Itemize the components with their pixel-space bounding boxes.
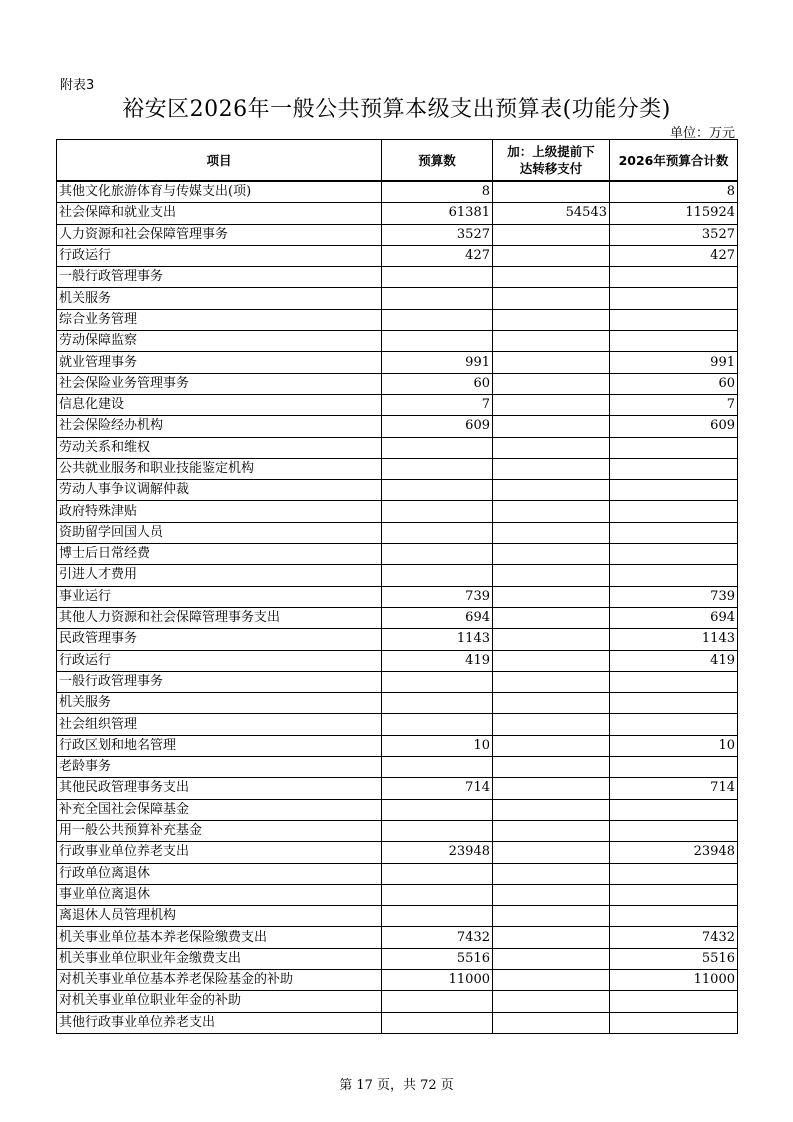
row-budget-value xyxy=(382,820,493,841)
table-row xyxy=(57,245,738,266)
row-item-name: 其他民政管理事务支出 xyxy=(57,778,382,799)
table-row xyxy=(57,224,738,245)
row-budget-value xyxy=(382,480,493,501)
row-transfer-value xyxy=(493,906,610,927)
table-row xyxy=(57,969,738,990)
table-row xyxy=(57,544,738,565)
row-total-value xyxy=(610,437,738,458)
row-total-value: 23948 xyxy=(610,842,738,863)
row-item-name: 政府特殊津贴 xyxy=(57,501,382,522)
row-total-value xyxy=(610,757,738,778)
row-budget-value xyxy=(382,714,493,735)
row-item-name: 博士后日常经费 xyxy=(57,544,382,565)
column-header-transfer-line2: 达转移支付 xyxy=(519,161,583,176)
table-row xyxy=(57,607,738,628)
table-row xyxy=(57,480,738,501)
row-budget-value xyxy=(382,757,493,778)
row-transfer-value xyxy=(493,352,610,373)
table-row xyxy=(57,863,738,884)
row-transfer-value xyxy=(493,714,610,735)
row-item-name: 其他文化旅游体育与传媒支出(项) xyxy=(57,181,382,203)
row-budget-value xyxy=(382,906,493,927)
row-transfer-value xyxy=(493,331,610,352)
table-header-row xyxy=(57,140,738,182)
row-budget-value: 419 xyxy=(382,650,493,671)
table-row xyxy=(57,906,738,927)
row-total-value: 714 xyxy=(610,778,738,799)
row-transfer-value xyxy=(493,586,610,607)
row-budget-value xyxy=(382,437,493,458)
row-budget-value: 5516 xyxy=(382,948,493,969)
row-transfer-value xyxy=(493,991,610,1012)
row-item-name: 事业运行 xyxy=(57,586,382,607)
row-item-name: 行政事业单位养老支出 xyxy=(57,842,382,863)
row-total-value xyxy=(610,458,738,479)
column-header-transfer-line1: 加：上级提前下 xyxy=(507,144,595,159)
row-total-value: 1143 xyxy=(610,629,738,650)
row-transfer-value xyxy=(493,948,610,969)
row-item-name: 用一般公共预算补充基金 xyxy=(57,820,382,841)
row-transfer-value xyxy=(493,650,610,671)
row-transfer-value xyxy=(493,884,610,905)
row-budget-value xyxy=(382,991,493,1012)
row-total-value xyxy=(610,501,738,522)
column-header-item: 项目 xyxy=(57,140,382,182)
row-transfer-value xyxy=(493,607,610,628)
row-budget-value: 609 xyxy=(382,416,493,437)
column-header-transfer xyxy=(493,140,610,182)
row-total-value: 60 xyxy=(610,373,738,394)
row-transfer-value xyxy=(493,820,610,841)
row-budget-value: 3527 xyxy=(382,224,493,245)
row-transfer-value xyxy=(493,629,610,650)
row-transfer-value xyxy=(493,181,610,203)
row-transfer-value xyxy=(493,969,610,990)
table-row xyxy=(57,948,738,969)
row-transfer-value xyxy=(493,544,610,565)
row-budget-value xyxy=(382,671,493,692)
table-row xyxy=(57,565,738,586)
table-row xyxy=(57,927,738,948)
row-item-name: 公共就业服务和职业技能鉴定机构 xyxy=(57,458,382,479)
row-item-name: 其他行政事业单位养老支出 xyxy=(57,1012,382,1033)
row-budget-value: 11000 xyxy=(382,969,493,990)
table-row xyxy=(57,394,738,415)
row-total-value: 8 xyxy=(610,181,738,203)
row-total-value xyxy=(610,1012,738,1033)
row-item-name: 离退休人员管理机构 xyxy=(57,906,382,927)
row-budget-value: 10 xyxy=(382,735,493,756)
row-item-name: 老龄事务 xyxy=(57,757,382,778)
row-transfer-value xyxy=(493,693,610,714)
table-row xyxy=(57,309,738,330)
row-transfer-value xyxy=(493,501,610,522)
row-budget-value xyxy=(382,288,493,309)
table-row xyxy=(57,991,738,1012)
row-budget-value xyxy=(382,331,493,352)
row-item-name: 劳动关系和维权 xyxy=(57,437,382,458)
row-budget-value: 991 xyxy=(382,352,493,373)
table-row xyxy=(57,778,738,799)
row-transfer-value xyxy=(493,267,610,288)
row-budget-value: 1143 xyxy=(382,629,493,650)
row-item-name: 对机关事业单位基本养老保险基金的补助 xyxy=(57,969,382,990)
row-budget-value: 8 xyxy=(382,181,493,203)
row-item-name: 机关事业单位基本养老保险缴费支出 xyxy=(57,927,382,948)
row-transfer-value xyxy=(493,863,610,884)
row-total-value: 11000 xyxy=(610,969,738,990)
row-item-name: 机关服务 xyxy=(57,693,382,714)
row-item-name: 补充全国社会保障基金 xyxy=(57,799,382,820)
row-item-name: 综合业务管理 xyxy=(57,309,382,330)
row-total-value: 3527 xyxy=(610,224,738,245)
table-row xyxy=(57,522,738,543)
row-item-name: 其他人力资源和社会保障管理事务支出 xyxy=(57,607,382,628)
table-row xyxy=(57,757,738,778)
row-total-value xyxy=(610,906,738,927)
row-item-name: 资助留学回国人员 xyxy=(57,522,382,543)
table-row xyxy=(57,884,738,905)
row-transfer-value xyxy=(493,480,610,501)
row-budget-value xyxy=(382,501,493,522)
table-row xyxy=(57,288,738,309)
table-row xyxy=(57,352,738,373)
table-row xyxy=(57,437,738,458)
row-total-value: 7 xyxy=(610,394,738,415)
row-transfer-value xyxy=(493,437,610,458)
row-item-name: 人力资源和社会保障管理事务 xyxy=(57,224,382,245)
row-total-value: 739 xyxy=(610,586,738,607)
row-budget-value xyxy=(382,799,493,820)
table-row xyxy=(57,586,738,607)
row-total-value: 694 xyxy=(610,607,738,628)
budget-table xyxy=(56,139,738,1034)
table-row xyxy=(57,373,738,394)
row-item-name: 一般行政管理事务 xyxy=(57,267,382,288)
row-total-value xyxy=(610,884,738,905)
row-budget-value: 7 xyxy=(382,394,493,415)
row-budget-value xyxy=(382,884,493,905)
table-row xyxy=(57,416,738,437)
table-row xyxy=(57,501,738,522)
table-row xyxy=(57,820,738,841)
row-budget-value: 694 xyxy=(382,607,493,628)
row-item-name: 行政单位离退休 xyxy=(57,863,382,884)
row-transfer-value: 54543 xyxy=(493,203,610,224)
row-budget-value xyxy=(382,309,493,330)
row-budget-value xyxy=(382,693,493,714)
row-transfer-value xyxy=(493,416,610,437)
row-item-name: 行政运行 xyxy=(57,245,382,266)
row-budget-value: 714 xyxy=(382,778,493,799)
row-item-name: 社会保险经办机构 xyxy=(57,416,382,437)
row-transfer-value xyxy=(493,1012,610,1033)
table-row xyxy=(57,267,738,288)
unit-label: 单位：万元 xyxy=(669,126,735,141)
table-row xyxy=(57,735,738,756)
row-total-value xyxy=(610,309,738,330)
column-header-total: 2026年预算合计数 xyxy=(610,140,738,182)
page-footer: 第 17 页，共 72 页 xyxy=(339,1078,454,1093)
row-transfer-value xyxy=(493,373,610,394)
row-total-value xyxy=(610,991,738,1012)
column-header-budget: 预算数 xyxy=(382,140,493,182)
row-item-name: 对机关事业单位职业年金的补助 xyxy=(57,991,382,1012)
row-total-value: 419 xyxy=(610,650,738,671)
row-budget-value: 739 xyxy=(382,586,493,607)
row-item-name: 一般行政管理事务 xyxy=(57,671,382,692)
row-total-value xyxy=(610,480,738,501)
row-transfer-value xyxy=(493,757,610,778)
row-item-name: 民政管理事务 xyxy=(57,629,382,650)
row-total-value: 427 xyxy=(610,245,738,266)
row-budget-value xyxy=(382,565,493,586)
row-total-value: 5516 xyxy=(610,948,738,969)
row-budget-value: 61381 xyxy=(382,203,493,224)
row-item-name: 机关服务 xyxy=(57,288,382,309)
row-item-name: 劳动保障监察 xyxy=(57,331,382,352)
row-total-value: 609 xyxy=(610,416,738,437)
row-total-value xyxy=(610,820,738,841)
row-budget-value: 7432 xyxy=(382,927,493,948)
table-row xyxy=(57,842,738,863)
row-item-name: 事业单位离退休 xyxy=(57,884,382,905)
row-item-name: 社会保障和就业支出 xyxy=(57,203,382,224)
table-row xyxy=(57,203,738,224)
row-total-value xyxy=(610,693,738,714)
row-total-value: 10 xyxy=(610,735,738,756)
row-total-value xyxy=(610,331,738,352)
row-item-name: 信息化建设 xyxy=(57,394,382,415)
row-total-value xyxy=(610,671,738,692)
row-item-name: 就业管理事务 xyxy=(57,352,382,373)
row-item-name: 劳动人事争议调解仲裁 xyxy=(57,480,382,501)
row-total-value xyxy=(610,565,738,586)
row-item-name: 行政运行 xyxy=(57,650,382,671)
row-transfer-value xyxy=(493,799,610,820)
table-row xyxy=(57,650,738,671)
row-total-value xyxy=(610,267,738,288)
table-row xyxy=(57,671,738,692)
row-total-value xyxy=(610,288,738,309)
row-budget-value: 23948 xyxy=(382,842,493,863)
row-total-value: 7432 xyxy=(610,927,738,948)
attachment-label: 附表3 xyxy=(60,78,95,93)
row-transfer-value xyxy=(493,245,610,266)
table-row xyxy=(57,1012,738,1033)
row-transfer-value xyxy=(493,927,610,948)
row-budget-value: 427 xyxy=(382,245,493,266)
row-budget-value xyxy=(382,267,493,288)
table-row xyxy=(57,714,738,735)
row-transfer-value xyxy=(493,522,610,543)
row-transfer-value xyxy=(493,842,610,863)
row-budget-value: 60 xyxy=(382,373,493,394)
row-total-value xyxy=(610,714,738,735)
row-item-name: 社会组织管理 xyxy=(57,714,382,735)
row-total-value: 991 xyxy=(610,352,738,373)
table-row xyxy=(57,458,738,479)
table-body xyxy=(57,181,738,1033)
row-transfer-value xyxy=(493,671,610,692)
table-row xyxy=(57,331,738,352)
row-total-value xyxy=(610,863,738,884)
row-budget-value xyxy=(382,544,493,565)
row-transfer-value xyxy=(493,735,610,756)
row-item-name: 行政区划和地名管理 xyxy=(57,735,382,756)
row-budget-value xyxy=(382,1012,493,1033)
row-item-name: 引进人才费用 xyxy=(57,565,382,586)
row-budget-value xyxy=(382,863,493,884)
row-total-value xyxy=(610,544,738,565)
row-transfer-value xyxy=(493,224,610,245)
table-row xyxy=(57,629,738,650)
row-total-value: 115924 xyxy=(610,203,738,224)
row-total-value xyxy=(610,799,738,820)
row-transfer-value xyxy=(493,778,610,799)
row-transfer-value xyxy=(493,565,610,586)
row-transfer-value xyxy=(493,288,610,309)
row-transfer-value xyxy=(493,394,610,415)
row-transfer-value xyxy=(493,458,610,479)
table-row xyxy=(57,693,738,714)
row-transfer-value xyxy=(493,309,610,330)
page-title: 裕安区2026年一般公共预算本级支出预算表(功能分类) xyxy=(122,97,671,122)
row-item-name: 社会保险业务管理事务 xyxy=(57,373,382,394)
row-budget-value xyxy=(382,522,493,543)
row-budget-value xyxy=(382,458,493,479)
table-row xyxy=(57,181,738,203)
table-row xyxy=(57,799,738,820)
row-total-value xyxy=(610,522,738,543)
row-item-name: 机关事业单位职业年金缴费支出 xyxy=(57,948,382,969)
